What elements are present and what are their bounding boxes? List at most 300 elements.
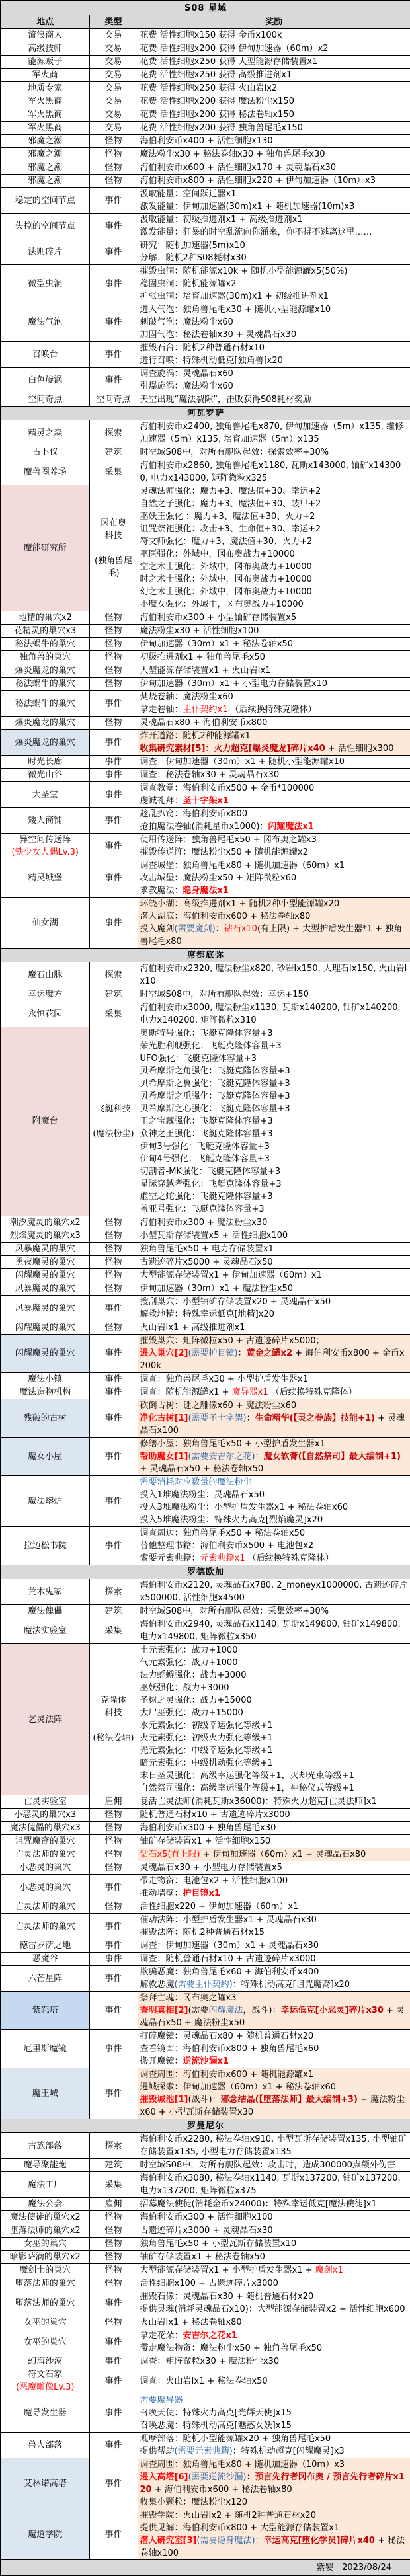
location-cell — [1, 1914, 89, 1939]
type-label: 怪物 — [104, 2212, 122, 2222]
type-label — [92, 1719, 136, 1732]
reward-text: 火山岩Ⅰx1 + 秘法卷轴x80 — [140, 2318, 242, 2327]
reward-text: 伊甸加速器（30m）x1 + 小型电力存储装置x10 — [140, 679, 328, 689]
reward-text: ： — [215, 924, 224, 934]
reward-cell — [138, 1900, 410, 1914]
location-cell — [1, 1229, 89, 1243]
reward-text: 收集小颗粒：魔法粉尘x120 — [140, 2497, 248, 2507]
reward-line — [140, 1875, 409, 1887]
reward-line — [140, 910, 409, 923]
reward-text: 古遗迹碎片x5000 + 灵魂晶石x50 — [140, 1257, 273, 1267]
location-cell — [1, 1992, 89, 2030]
reward-cell — [138, 1809, 410, 1822]
table-row — [1, 1848, 410, 1861]
type-cell — [89, 1229, 138, 1243]
type-label: 事件 — [104, 2408, 122, 2418]
type-label: 事件 — [104, 1921, 122, 1932]
type-label: 事件 — [104, 2529, 122, 2540]
type-label: 事件 — [104, 1954, 122, 1964]
type-label: 探索 — [104, 428, 122, 438]
reward-text: 召唤天使：特殊火力高克[光辉天使]x15 — [140, 2408, 292, 2418]
reward-line — [140, 1527, 409, 1540]
reward-cell — [138, 651, 410, 664]
type-cell — [89, 420, 138, 446]
type-cell — [89, 56, 138, 69]
location-name: 稳定的空间节点 — [15, 195, 75, 206]
type-label: 事件 — [104, 1413, 122, 1423]
reward-line — [140, 1514, 409, 1526]
type-label: 怪物 — [104, 639, 122, 649]
table-row — [1, 1386, 410, 1399]
location-name: 女巫的巢穴 — [23, 2239, 67, 2249]
reward-line — [140, 756, 409, 768]
reward-text: 调查周围：海伯利安币x600 + 随机能源罐x1 — [140, 2070, 314, 2080]
location-name: 魔法熔炉 — [28, 1496, 63, 1506]
reward-text: 铀矿存储装置x1 + 秘法卷轴x50 — [140, 2252, 265, 2262]
location-name: 风暴魔灵的巢穴 — [15, 1244, 75, 1254]
reward-line — [140, 1605, 409, 1618]
reward-cell — [138, 1243, 410, 1256]
reward-text: 圣树之灵强化：战力+15000 — [140, 1696, 252, 1705]
reward-text: 大型能源存储装置x1 + 小型护盾发生器x1 + — [140, 2265, 315, 2275]
type-cell — [89, 2316, 138, 2329]
type-cell — [89, 1900, 138, 1914]
reward-text: 环绕小湖：高级推进剂x1 + 随机2种小型能源罐x20 — [140, 899, 340, 909]
type-cell — [89, 1953, 138, 1966]
type-label: 空间奇点 — [96, 395, 131, 405]
reward-highlight: 进入巢穴[2] — [140, 1348, 188, 1358]
reward-line — [140, 2342, 409, 2355]
type-cell — [89, 485, 138, 611]
reward-text: 摧毁法阵：随机2种普通石材x15 — [140, 1928, 265, 1937]
reward-cell — [138, 2068, 410, 2119]
reward-line — [140, 1153, 409, 1165]
reward-line — [140, 2043, 409, 2055]
location-name: 能源贩子 — [28, 57, 63, 67]
reward-cell — [138, 1875, 410, 1900]
reward-text: + 海伯利安币x600 + 秘法卷轴x80 — [151, 2485, 292, 2495]
reward-text: 海伯利安币x300 + 独角兽尾毛x30 — [140, 1823, 276, 1833]
reward-highlight: 查明真相[2] — [140, 2006, 188, 2015]
location-cell — [1, 1848, 89, 1861]
type-cell — [89, 1822, 138, 1835]
reward-text: 海伯利安币x2320, 魔法粉尘x820, 砂岩Ⅰx150, 大理石Ⅰx150, 火山岩Ⅰx10 — [140, 964, 407, 986]
reward-text: 花费 活性细胞x200 获得 魔法粉尘x150 — [140, 97, 294, 106]
location-name: 魔法气泡 — [28, 317, 63, 327]
location-name: 乞灵法阵 — [28, 1714, 63, 1725]
type-label: 雇佣 — [104, 2199, 122, 2209]
location-name: 魔法傀儡 — [28, 1606, 63, 1616]
reward-line — [140, 148, 409, 161]
table-row — [1, 368, 410, 393]
type-label: 事件 — [104, 349, 122, 360]
reward-line — [140, 135, 409, 147]
reward-line — [140, 1719, 409, 1732]
location-cell — [1, 2251, 89, 2264]
location-cell — [1, 1269, 89, 1282]
type-label: 克隆体 — [100, 1696, 126, 1705]
reward-line — [140, 1412, 409, 1437]
footer-credit — [1, 2560, 410, 2576]
location-name: 魔女小屋 — [28, 1452, 63, 1462]
reward-line — [140, 1308, 409, 1321]
reward-line — [140, 1657, 409, 1669]
type-cell — [89, 962, 138, 988]
reward-line — [140, 459, 409, 485]
location-cell — [1, 1875, 89, 1900]
type-label: 采集 — [104, 467, 122, 477]
type-cell — [89, 148, 138, 161]
reward-highlight: 元素典籍x1 — [200, 1553, 245, 1563]
location-requirement: (恶魔雕像Lv.3) — [16, 2382, 75, 2392]
reward-line — [140, 795, 409, 807]
location-name: 闪耀魔灵的巢穴 — [15, 1270, 75, 1280]
reward-line — [140, 2277, 409, 2290]
location-cell — [1, 898, 89, 949]
reward-line — [140, 2316, 409, 2329]
type-cell — [89, 1373, 138, 1386]
reward-text: 星际穿越者强化：飞艇克隆体容量+3 — [140, 1179, 282, 1189]
reward-highlight: 闪耀魔法 — [208, 2006, 243, 2015]
reward-line — [140, 846, 409, 859]
reward-cell — [138, 42, 410, 56]
type-cell — [89, 2133, 138, 2159]
type-label: 事件 — [104, 873, 122, 883]
reward-text: 盖亚号强化：飞艇克隆体容量+3 — [140, 1204, 265, 1214]
reward-text: 法力蜉蝣强化：战力+3000 — [140, 1670, 247, 1680]
reward-highlight: (需要护目镜) — [188, 1348, 238, 1358]
type-cell — [89, 730, 138, 756]
reward-cell — [138, 1939, 410, 1953]
type-cell — [89, 1848, 138, 1861]
table-row — [1, 962, 410, 988]
reward-line — [140, 1065, 409, 1077]
location-name: 邪魔之潮 — [28, 163, 63, 173]
reward-text: ： — [255, 2536, 264, 2546]
location-name: 诅咒魔裔的巢穴 — [15, 1836, 75, 1846]
reward-text: (战斗)： — [188, 2095, 221, 2105]
type-label: 事件 — [104, 2088, 122, 2099]
table-row — [1, 420, 410, 446]
location-name: 空间奇点 — [28, 395, 63, 405]
reward-line — [140, 923, 409, 948]
type-cell — [89, 1399, 138, 1438]
reward-line — [140, 1552, 409, 1565]
reward-cell — [138, 2458, 410, 2509]
location-cell — [1, 611, 89, 625]
reward-text: 伊甸加速器（30m）x1 + 魔法粉尘x50 — [140, 1284, 294, 1294]
reward-highlight: 黄金之罐x2 — [246, 1348, 293, 1358]
reward-text: 虔诚礼拜： — [140, 796, 183, 806]
reward-line — [140, 498, 409, 510]
type-cell — [89, 1966, 138, 1992]
reward-cell — [138, 1386, 410, 1399]
location-name: 魔导聚能炮 — [23, 2160, 67, 2170]
type-cell — [89, 69, 138, 82]
reward-text: 伊甸加速器（30m）x1 + 秘法卷轴x50 — [140, 639, 294, 649]
location-cell — [1, 988, 89, 1001]
reward-line — [140, 872, 409, 884]
reward-line — [140, 664, 409, 677]
reward-line — [140, 548, 409, 561]
reward-cell — [138, 446, 410, 459]
reward-line — [140, 1347, 409, 1372]
reward-text: 初级推进剂x1 + 独角兽尾毛x50 — [140, 652, 265, 662]
type-label: 怪物 — [104, 1231, 122, 1241]
reward-line — [140, 1476, 409, 1489]
reward-highlight: 需要消耗对应数量的魔法粉尘 — [140, 1477, 252, 1487]
reward-line — [140, 29, 409, 42]
reward-text: 活性细胞x220 + 伊甸加速器（60m）x1 — [140, 1902, 299, 1912]
table-row — [1, 1966, 410, 1992]
location-cell — [1, 756, 89, 769]
reward-text: 扩张虫洞：培育加速器(30m)x1 + 初级推进剂x1 — [140, 292, 329, 301]
type-label: 交易 — [104, 70, 122, 80]
type-label: 采集 — [104, 1625, 122, 1636]
location-cell — [1, 730, 89, 756]
reward-text: 荣光胜利舰强化：飞艇克隆体容量+3 — [140, 1041, 282, 1051]
reward-line — [140, 1450, 409, 1475]
reward-text: 花费 活性细胞x200 获得 秘法卷轴x150 — [140, 110, 294, 120]
reward-cell — [138, 1438, 410, 1476]
table-row — [1, 56, 410, 69]
location-name: 附魔台 — [32, 1116, 58, 1126]
location-cell — [1, 135, 89, 148]
reward-text: 花费 活性细胞x200 获得 独角兽尾毛x150 — [140, 123, 303, 133]
reward-line — [140, 1140, 409, 1153]
type-label: 事件 — [104, 1541, 122, 1551]
reward-cell — [138, 56, 410, 69]
type-label: 怪物 — [104, 1284, 122, 1294]
table-row — [1, 1229, 410, 1243]
reward-text: 刺破气泡：魔法粉尘x60 — [140, 317, 233, 327]
reward-text: 贝希摩斯之爪强化：飞艇克隆体容量+3 — [140, 1091, 290, 1101]
reward-line — [140, 1939, 409, 1952]
table-row — [1, 2277, 410, 2290]
section-header-row — [1, 949, 410, 962]
reward-cell — [138, 2329, 410, 2355]
reward-line — [140, 573, 409, 586]
reward-line — [140, 42, 409, 55]
location-cell — [1, 1386, 89, 1399]
reward-line — [140, 1795, 409, 1808]
reward-line — [140, 1732, 409, 1744]
table-row — [1, 2290, 410, 2316]
reward-text: 修缮小屋：独角兽尾毛x50 + 小型护盾发生器x1 — [140, 1439, 325, 1449]
location-name: 德雷罗萨之地 — [19, 1941, 71, 1951]
reward-text: 花费 活性细胞x250 获得 大型能源存储装置x1 — [140, 57, 318, 67]
table-row — [1, 1527, 410, 1565]
type-label: 怪物 — [104, 163, 122, 173]
type-label: 交易 — [104, 123, 122, 133]
reward-cell — [138, 122, 410, 135]
location-name: 邪魔之潮 — [28, 176, 63, 186]
reward-line — [140, 329, 409, 341]
reward-text: 暗元素强化：中级机动强化等级+1 — [140, 1758, 273, 1768]
reward-highlight: 钻石x5(有上限) — [140, 1850, 200, 1859]
reward-cell — [138, 95, 410, 108]
type-label: 事件 — [104, 789, 122, 800]
location-cell — [1, 122, 89, 135]
type-cell — [89, 2355, 138, 2368]
type-cell — [89, 2211, 138, 2224]
reward-line — [140, 2055, 409, 2068]
reward-line — [140, 2290, 409, 2303]
reward-text: 时空域S08中，对所有舰队起效：攻击时，造成300000点额外伤害 — [140, 2160, 395, 2170]
type-label: 怪物 — [104, 2252, 122, 2262]
type-label: 飞艇科技 — [96, 1104, 131, 1114]
location-cell — [1, 188, 89, 214]
reward-cell — [138, 161, 410, 175]
reward-line — [140, 1373, 409, 1386]
type-cell — [89, 393, 138, 407]
location-name: 魔兽圈养场 — [23, 467, 67, 477]
table-row — [1, 2509, 410, 2560]
reward-highlight: (需要元素典籍) — [174, 2446, 233, 2456]
type-cell — [89, 834, 138, 859]
location-name: 魔法小镇 — [28, 1374, 63, 1384]
reward-cell — [138, 769, 410, 782]
reward-line — [140, 523, 409, 535]
reward-text: 独角兽尾毛x50 + 小型瓦斯存储装置x10 — [140, 2239, 297, 2249]
type-cell — [89, 717, 138, 730]
section-header-row — [1, 1, 410, 15]
reward-cell — [138, 988, 410, 1001]
reward-text: 摧毁传送阵：魔法粉尘x50 + 随机能源罐x2 — [140, 847, 308, 857]
reward-line — [140, 2329, 409, 2342]
reward-text: 大型能源存储装置x1 + 火山岩Ⅰx1 — [140, 666, 271, 676]
reward-cell — [138, 2277, 410, 2290]
location-cell — [1, 1296, 89, 1321]
type-label: 怪物 — [104, 1257, 122, 1267]
table-row — [1, 1027, 410, 1216]
reward-cell — [138, 859, 410, 898]
reward-text: 自然之子强化：魔力+3、魔法值+30、装甲+2 — [140, 499, 321, 509]
table-row — [1, 756, 410, 769]
reward-line — [140, 342, 409, 354]
type-cell — [89, 108, 138, 122]
reward-line — [140, 1992, 409, 2004]
type-label: 探索 — [104, 970, 122, 980]
type-label: 雇佣 — [104, 1797, 122, 1807]
reward-highlight: 幸运高克[堕化学员]碎片x40 — [263, 2536, 375, 2546]
location-cell — [1, 1966, 89, 1992]
reward-cell — [138, 898, 410, 949]
reward-cell — [138, 756, 410, 769]
reward-cell — [138, 303, 410, 342]
reward-line — [140, 2251, 409, 2263]
reward-line — [140, 380, 409, 393]
type-cell — [89, 988, 138, 1001]
type-cell — [89, 2238, 138, 2251]
type-label: 事件 — [104, 2006, 122, 2015]
reward-cell — [138, 625, 410, 638]
reward-line — [140, 2522, 409, 2534]
type-cell — [89, 2329, 138, 2355]
reward-text: 海伯利安币x800 + 活性细胞x220 + 伊甸加速器（10m）x3 — [140, 176, 376, 186]
type-cell — [89, 1335, 138, 1373]
location-name: 法则碎片 — [28, 247, 63, 257]
location-name: 亡灵实验室 — [23, 1797, 67, 1807]
location-name: 堕落法师的巢穴x2 — [9, 2226, 81, 2236]
type-label: 事件 — [104, 1496, 122, 1506]
reward-text: （后续换特殊克隆体） — [245, 1553, 334, 1563]
reward-line — [140, 884, 409, 897]
reward-text: 末日圣灵强化：高级幸运强化等级+1，灭却光束等级+1 — [140, 1771, 354, 1781]
location-name: 失控的空间节点 — [15, 221, 75, 231]
table-row — [1, 638, 410, 651]
location-name: 拉迈松书院 — [23, 1541, 67, 1551]
reward-line — [140, 200, 409, 213]
type-cell — [89, 2433, 138, 2458]
location-cell — [1, 108, 89, 122]
reward-text: 调查教堂：海伯利安币x500 + 金币*100000 — [140, 783, 315, 793]
location-requirement: (铁少女人偶Lv.3) — [11, 847, 79, 857]
reward-text: 调查周边：独角兽尾毛x50 + 秘法卷轴x50 — [140, 1528, 306, 1538]
reward-line — [140, 161, 409, 174]
reward-line — [140, 2419, 409, 2432]
location-cell — [1, 651, 89, 664]
location-cell — [1, 1605, 89, 1618]
type-cell — [89, 1296, 138, 1321]
location-name: 爆炎魔龙的巢穴 — [15, 737, 75, 748]
table-row — [1, 730, 410, 756]
reward-line — [140, 717, 409, 729]
type-label: 事件 — [104, 917, 122, 928]
type-label: 交易 — [104, 97, 122, 106]
type-label — [92, 1115, 136, 1128]
table-row — [1, 485, 410, 611]
type-cell — [89, 1321, 138, 1335]
reward-highlight: 摧毁城池[1] — [140, 2095, 188, 2105]
type-cell — [89, 1527, 138, 1565]
location-cell — [1, 859, 89, 898]
table-row — [1, 691, 410, 717]
type-cell — [89, 2509, 138, 2560]
type-cell — [89, 2277, 138, 2290]
reward-line — [140, 2198, 409, 2210]
reward-line — [140, 1128, 409, 1140]
location-cell — [1, 2159, 89, 2172]
column-header-row — [1, 15, 410, 29]
reward-text: (有上限) + 大型护盾发生器*1 + 独角兽尾毛x80 — [140, 924, 403, 947]
type-cell — [89, 1476, 138, 1527]
location-name: 秘法蜗牛的巢穴 — [15, 679, 75, 689]
type-cell — [89, 303, 138, 342]
reward-line — [140, 252, 409, 264]
column-header-type: 类型 — [89, 15, 138, 29]
table-row — [1, 2251, 410, 2264]
type-label: 事件 — [104, 2478, 122, 2489]
type-cell — [89, 188, 138, 214]
location-name: 魔导发生器 — [23, 2408, 67, 2418]
reward-highlight: (需要魔剑) — [174, 924, 216, 934]
reward-text: 炸开道路：随机2种能源罐x1 — [140, 731, 251, 741]
reward-line — [140, 1282, 409, 1295]
type-cell — [89, 95, 138, 108]
reward-text: 祭拜亡魂：冈布奥之罐x3 — [140, 1993, 237, 2003]
reward-line — [140, 962, 409, 988]
reward-cell — [138, 1579, 410, 1605]
reward-line — [140, 678, 409, 690]
location-cell — [1, 2458, 89, 2509]
location-cell — [1, 1282, 89, 1296]
reward-line — [140, 1835, 409, 1848]
reward-text: 抢拍魔法卷轴(消耗星币x1000)： — [140, 822, 268, 832]
reward-text: 打碎魔镜：灵魂晶石x80 + 随机普通石材x20 — [140, 2031, 314, 2041]
location-cell — [1, 265, 89, 303]
reward-cell — [138, 188, 410, 214]
